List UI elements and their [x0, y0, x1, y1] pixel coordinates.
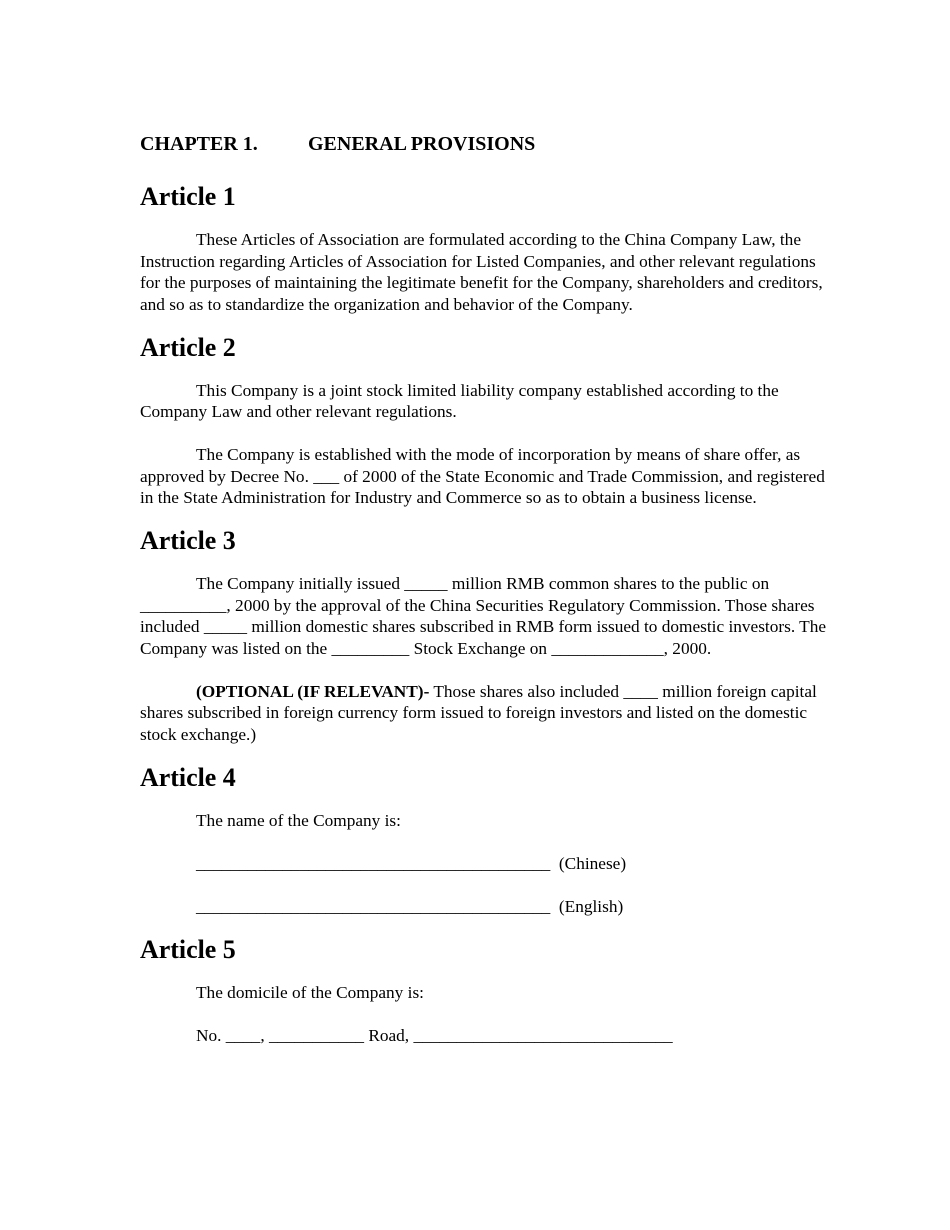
domicile-address-blank: No. ____, ___________ Road, ______________________________ — [196, 1025, 673, 1045]
optional-paragraph — [140, 681, 830, 746]
article-heading: Article 2 — [140, 332, 236, 362]
article-3 — [140, 526, 830, 745]
article-paragraph: This Company is a joint stock limited liability company established according to the Company Law and other relevant regulations. — [140, 380, 779, 421]
document-page — [140, 126, 830, 1046]
article-heading: Article 5 — [140, 934, 236, 964]
article-1 — [140, 182, 830, 315]
article-5 — [140, 934, 830, 1047]
article-heading: Article 4 — [140, 762, 236, 792]
article-paragraph: These Articles of Association are formulated according to the China Company Law, the Instruction regarding Articles of Association for Listed Companies, and other relevant regulations for the purposes of maintaining the legitimate benefit for the Company, shareholders and creditors, and so as to standardize the organization and behavior of the Company. — [140, 230, 823, 314]
article-paragraph: The name of the Company is: — [196, 810, 401, 830]
optional-label: (OPTIONAL (IF RELEVANT)- — [196, 681, 430, 701]
article-heading: Article 1 — [140, 182, 236, 211]
article-4 — [140, 762, 830, 918]
company-name-english-blank: _________________________________________ (English) — [196, 896, 624, 916]
chapter-number: CHAPTER 1. — [140, 133, 258, 155]
chapter-title: GENERAL PROVISIONS — [308, 133, 536, 155]
chapter-heading — [140, 126, 830, 162]
article-2 — [140, 332, 830, 509]
optional-text: Those shares also included ____ million foreign capital shares subscribed in foreign currency form issued to foreign investors and listed on the domestic stock exchange.) — [140, 681, 817, 744]
article-paragraph: The Company initially issued _____ million RMB common shares to the public on __________, 2000 by the approval of the China Securities Regulatory Commission. Those shares included _____ million domestic shares subscribed in RMB form issued to domestic investors. The Company was listed on the _________ Stock Exchange on _____________, 2000. — [140, 574, 827, 658]
article-paragraph: The domicile of the Company is: — [196, 982, 424, 1002]
article-heading: Article 3 — [140, 526, 236, 555]
company-name-chinese-blank: _________________________________________ (Chinese) — [196, 853, 627, 873]
article-paragraph: The Company is established with the mode of incorporation by means of share offer, as approved by Decree No. ___ of 2000 of the State Economic and Trade Commission, and registered in the State Administration for Industry and Commerce so as to obtain a business license. — [140, 445, 825, 507]
